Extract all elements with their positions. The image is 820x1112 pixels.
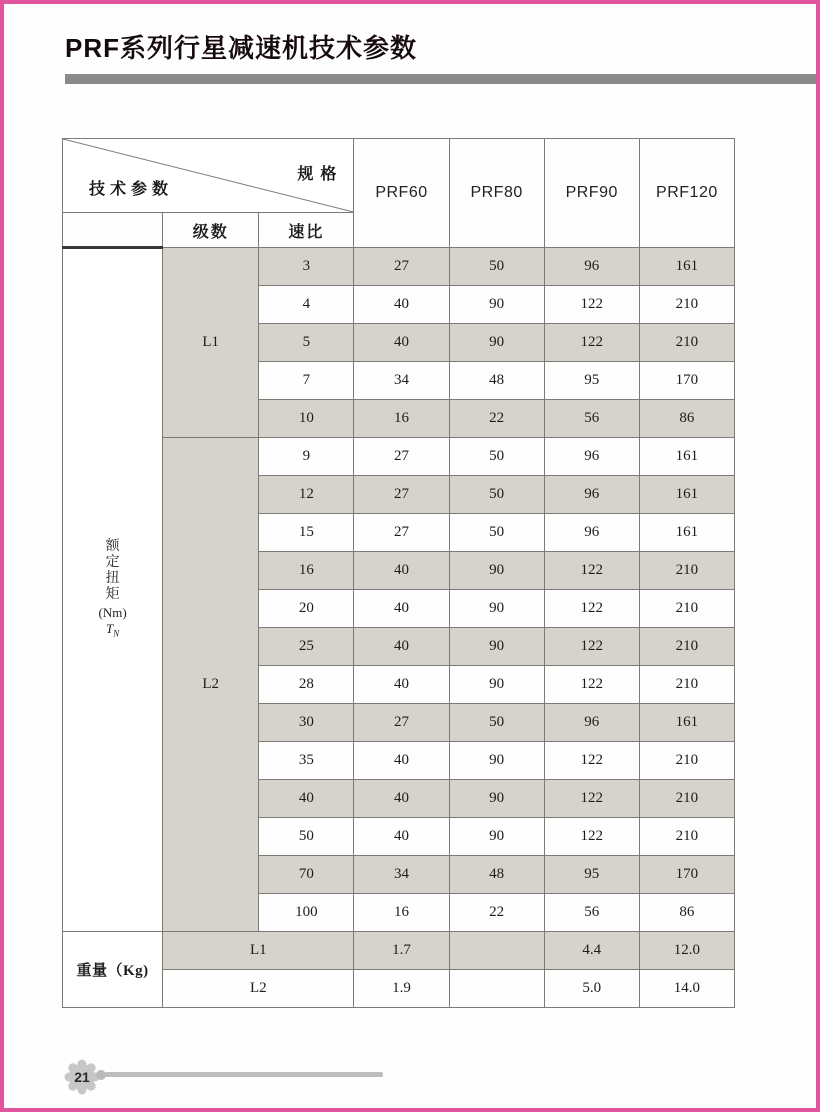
- value-cell: 122: [544, 552, 639, 590]
- value-cell: 96: [544, 248, 639, 286]
- value-cell: 161: [639, 248, 734, 286]
- ratio-cell: 20: [259, 590, 354, 628]
- ratio-cell: 10: [259, 400, 354, 438]
- weight-value-cell: 12.0: [639, 932, 734, 970]
- torque-unit-label: (Nm): [98, 604, 127, 620]
- ratio-cell: 70: [259, 856, 354, 894]
- value-cell: 96: [544, 438, 639, 476]
- weight-section: [63, 932, 735, 1008]
- ratio-cell: 25: [259, 628, 354, 666]
- value-cell: 122: [544, 780, 639, 818]
- ratio-cell: 100: [259, 894, 354, 932]
- stage-cell-l2: L2: [163, 438, 259, 932]
- value-cell: 90: [449, 628, 544, 666]
- value-cell: 40: [354, 628, 449, 666]
- param-corner-label: 技术参数: [89, 181, 174, 198]
- page-title: PRF系列行星减速机技术参数: [65, 33, 418, 63]
- value-cell: 56: [544, 400, 639, 438]
- weight-row-l1: [63, 932, 735, 970]
- torque-label-char: 矩: [105, 586, 120, 602]
- value-cell: 27: [354, 438, 449, 476]
- value-cell: 40: [354, 666, 449, 704]
- value-cell: 56: [544, 894, 639, 932]
- value-cell: 50: [449, 438, 544, 476]
- footer-rule-line: [105, 1072, 383, 1077]
- ratio-cell: 4: [259, 286, 354, 324]
- value-cell: 50: [449, 514, 544, 552]
- ratio-cell: 50: [259, 818, 354, 856]
- ratio-cell: 28: [259, 666, 354, 704]
- table-row: [63, 248, 735, 286]
- value-cell: 210: [639, 666, 734, 704]
- value-cell: 122: [544, 590, 639, 628]
- value-cell: 40: [354, 590, 449, 628]
- page-number: 21: [74, 1069, 90, 1085]
- value-cell: 34: [354, 362, 449, 400]
- column-header-prf80: PRF80: [449, 139, 544, 248]
- torque-symbol: $T_N$: [105, 620, 120, 639]
- value-cell: 210: [639, 286, 734, 324]
- value-cell: 170: [639, 362, 734, 400]
- value-cell: 210: [639, 818, 734, 856]
- value-cell: 90: [449, 742, 544, 780]
- value-cell: 210: [639, 742, 734, 780]
- ratio-cell: 35: [259, 742, 354, 780]
- stage-cell-l1: L1: [163, 248, 259, 438]
- value-cell: 122: [544, 818, 639, 856]
- spec-corner-label: 规格: [297, 166, 344, 183]
- value-cell: 40: [354, 818, 449, 856]
- torque-label-char: 定: [105, 554, 120, 570]
- value-cell: 161: [639, 514, 734, 552]
- empty-header-cell: [63, 213, 163, 248]
- value-cell: 96: [544, 704, 639, 742]
- title-underline-bar: [65, 74, 816, 84]
- ratio-cell: 15: [259, 514, 354, 552]
- ratio-cell: 12: [259, 476, 354, 514]
- ratio-cell: 30: [259, 704, 354, 742]
- value-cell: 210: [639, 324, 734, 362]
- value-cell: 161: [639, 476, 734, 514]
- value-cell: 22: [449, 400, 544, 438]
- value-cell: 210: [639, 628, 734, 666]
- value-cell: 95: [544, 362, 639, 400]
- value-cell: 122: [544, 324, 639, 362]
- ratio-column-header: 速比: [259, 213, 354, 248]
- value-cell: 50: [449, 248, 544, 286]
- column-header-prf120: PRF120: [639, 139, 734, 248]
- stage-column-header: 级数: [163, 213, 259, 248]
- weight-stage-l1: L1: [163, 932, 354, 970]
- weight-value-cell: 4.4: [544, 932, 639, 970]
- column-header-prf90: PRF90: [544, 139, 639, 248]
- ratio-cell: 3: [259, 248, 354, 286]
- value-cell: 16: [354, 894, 449, 932]
- value-cell: 90: [449, 666, 544, 704]
- value-cell: 90: [449, 324, 544, 362]
- spec-table: [62, 138, 735, 1008]
- weight-value-cell: 1.7: [354, 932, 449, 970]
- value-cell: 90: [449, 286, 544, 324]
- torque-row-label-cell: [63, 248, 163, 932]
- value-cell: 27: [354, 704, 449, 742]
- torque-label-char: 额: [105, 538, 120, 554]
- value-cell: 40: [354, 780, 449, 818]
- value-cell: 22: [449, 894, 544, 932]
- value-cell: 27: [354, 476, 449, 514]
- value-cell: 95: [544, 856, 639, 894]
- value-cell: 40: [354, 324, 449, 362]
- weight-value-cell: 14.0: [639, 970, 734, 1008]
- weight-row-l2: [63, 970, 735, 1008]
- weight-value-cell: 5.0: [544, 970, 639, 1008]
- ratio-cell: 5: [259, 324, 354, 362]
- value-cell: 40: [354, 552, 449, 590]
- value-cell: 170: [639, 856, 734, 894]
- value-cell: 50: [449, 476, 544, 514]
- weight-value-cell: 1.9: [354, 970, 449, 1008]
- value-cell: 122: [544, 628, 639, 666]
- value-cell: 48: [449, 856, 544, 894]
- weight-stage-l2: L2: [163, 970, 354, 1008]
- value-cell: 50: [449, 704, 544, 742]
- value-cell: 40: [354, 742, 449, 780]
- value-cell: 122: [544, 286, 639, 324]
- column-header-prf60: PRF60: [354, 139, 449, 248]
- value-cell: 27: [354, 514, 449, 552]
- ratio-cell: 40: [259, 780, 354, 818]
- value-cell: 96: [544, 476, 639, 514]
- ratio-cell: 9: [259, 438, 354, 476]
- torque-label-char: 扭: [105, 570, 120, 586]
- value-cell: 210: [639, 590, 734, 628]
- value-cell: 34: [354, 856, 449, 894]
- weight-value-cell: [449, 970, 544, 1008]
- value-cell: 90: [449, 818, 544, 856]
- value-cell: 90: [449, 552, 544, 590]
- value-cell: 210: [639, 780, 734, 818]
- value-cell: 86: [639, 400, 734, 438]
- value-cell: 161: [639, 438, 734, 476]
- value-cell: 48: [449, 362, 544, 400]
- value-cell: 16: [354, 400, 449, 438]
- value-cell: 96: [544, 514, 639, 552]
- value-cell: 161: [639, 704, 734, 742]
- table-body: [63, 248, 735, 932]
- diagonal-header-cell: [63, 139, 354, 213]
- value-cell: 40: [354, 286, 449, 324]
- table-header: [63, 139, 735, 248]
- value-cell: 210: [639, 552, 734, 590]
- value-cell: 122: [544, 742, 639, 780]
- value-cell: 86: [639, 894, 734, 932]
- value-cell: 90: [449, 590, 544, 628]
- table-row: [63, 438, 735, 476]
- ratio-cell: 16: [259, 552, 354, 590]
- weight-label-cell: 重量（Kg): [63, 932, 163, 1008]
- value-cell: 27: [354, 248, 449, 286]
- value-cell: 90: [449, 780, 544, 818]
- value-cell: 122: [544, 666, 639, 704]
- weight-value-cell: [449, 932, 544, 970]
- ratio-cell: 7: [259, 362, 354, 400]
